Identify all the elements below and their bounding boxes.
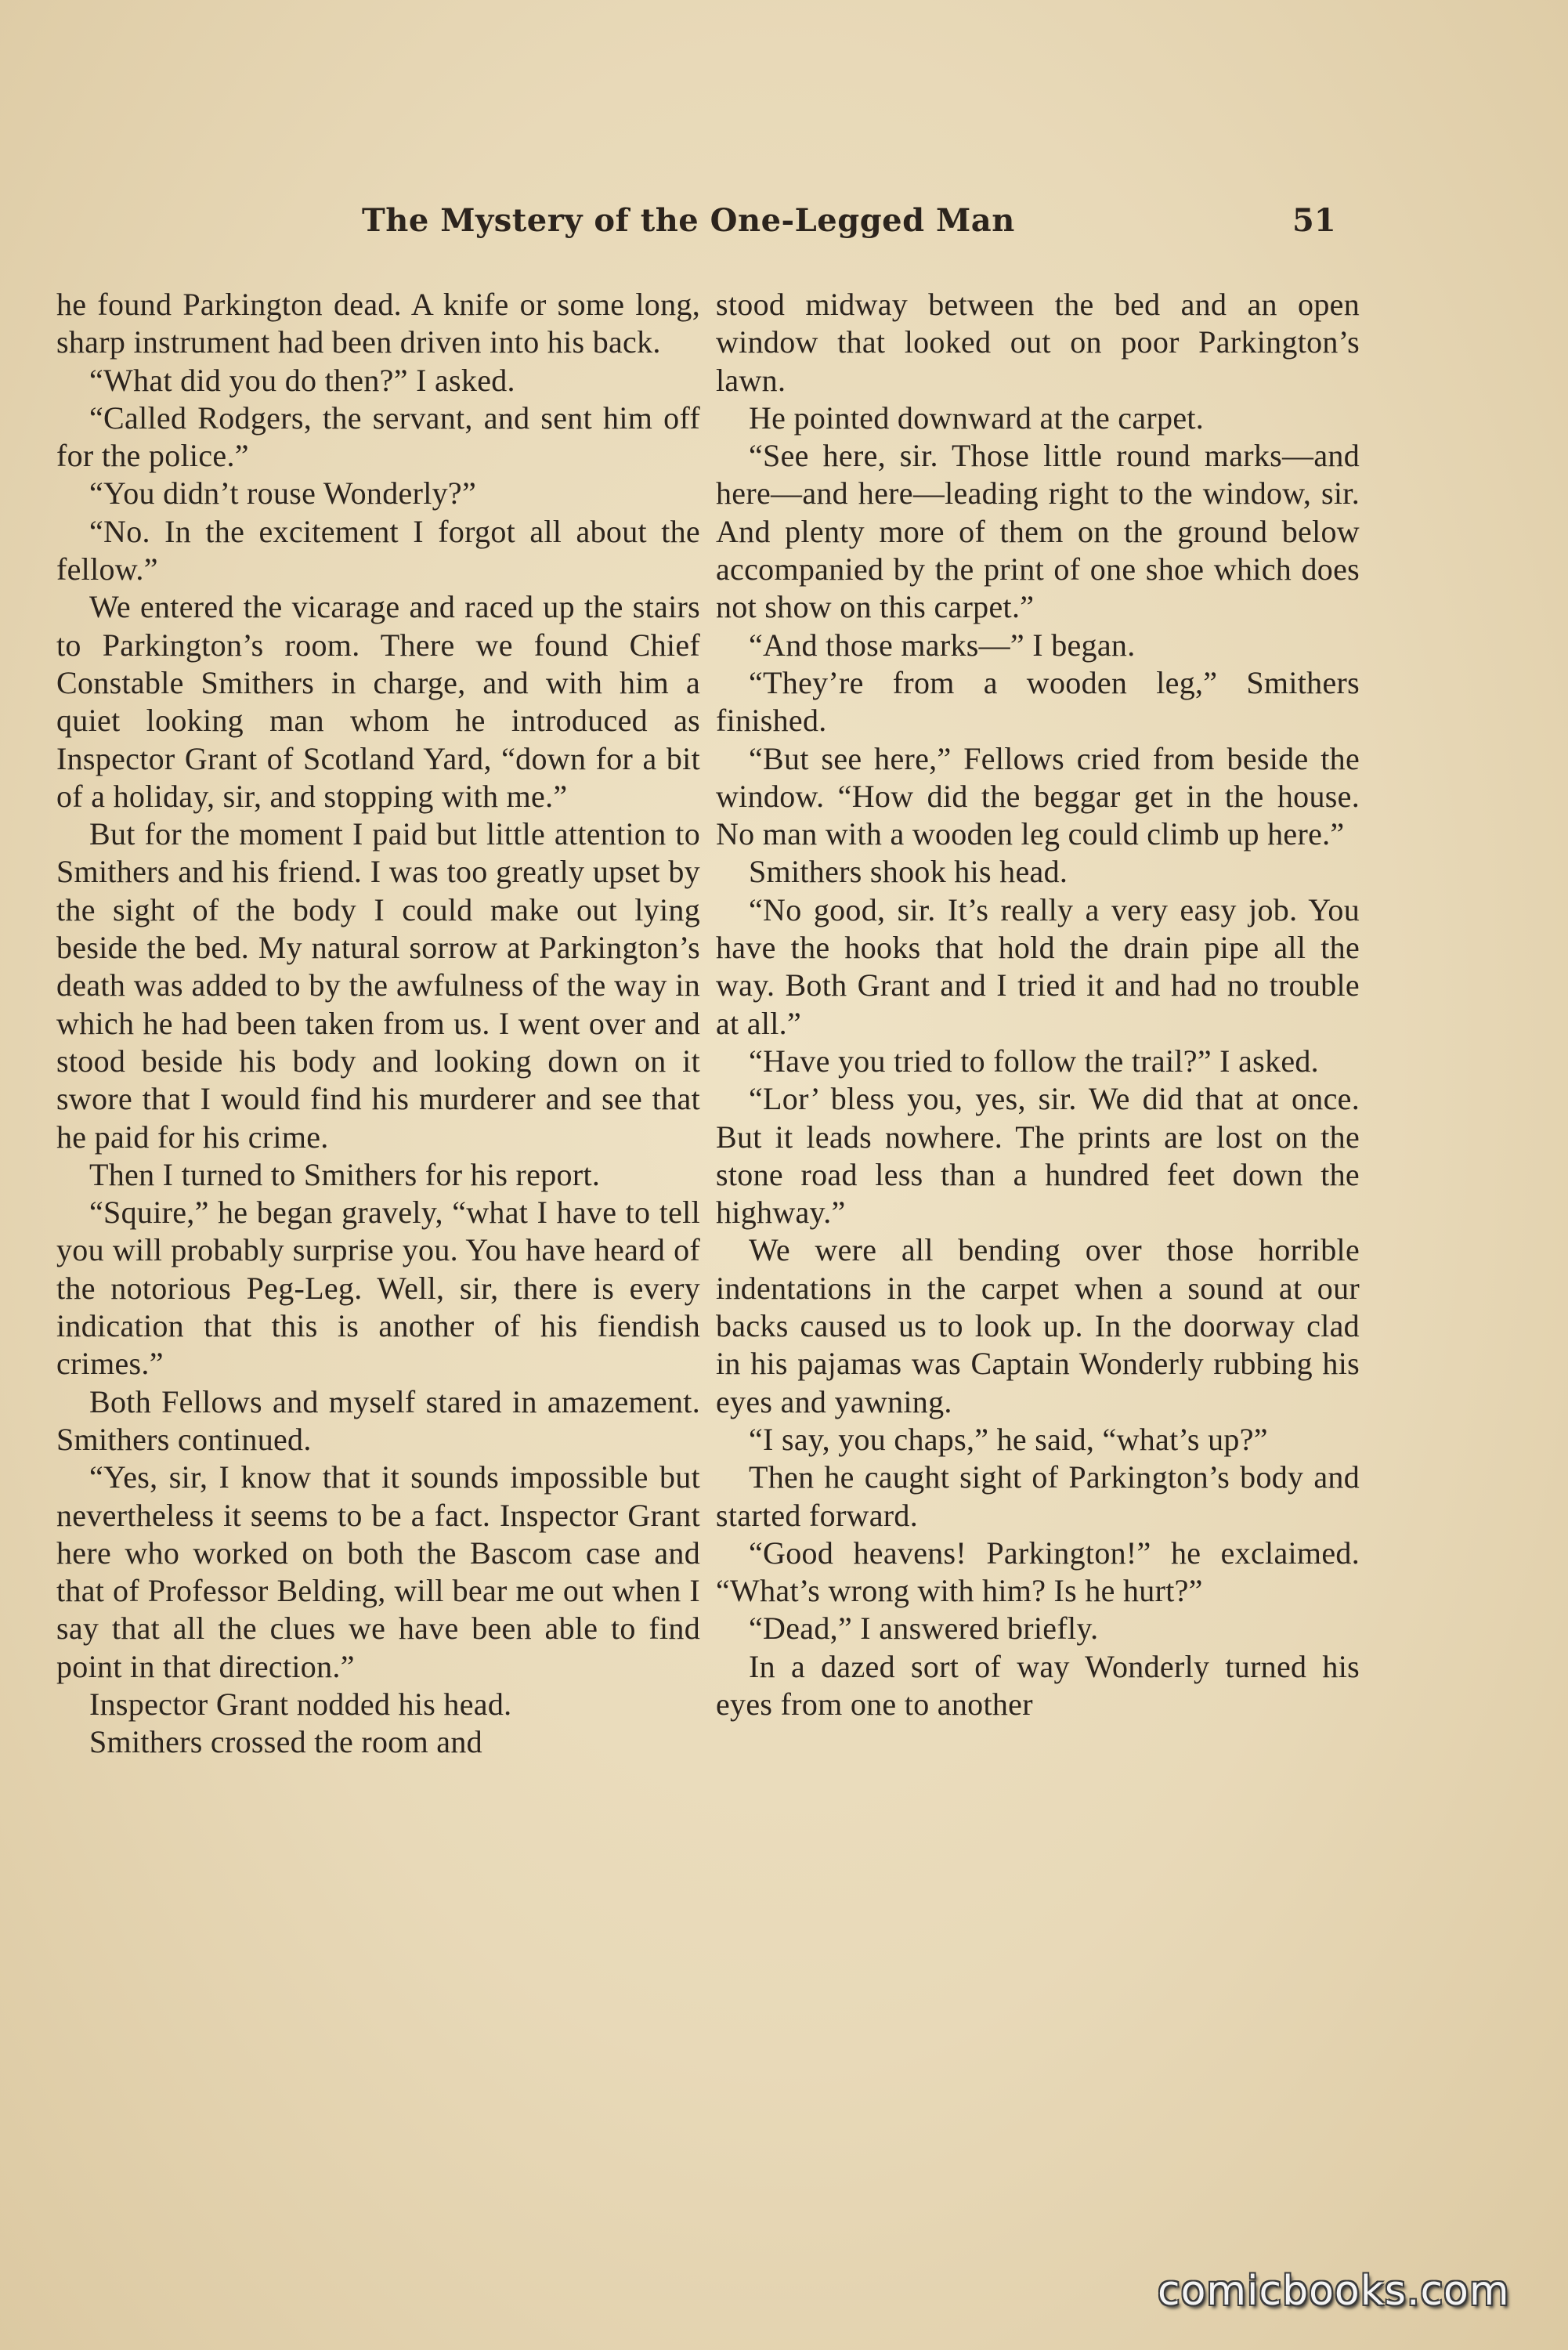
paragraph: In a dazed sort of way Wonderly turned his eyes from one to another xyxy=(716,1648,1360,1722)
paragraph: Smithers crossed the room and xyxy=(89,1724,482,1760)
paragraph: Both Fellows and myself stared in amazement. Smithers continued. xyxy=(56,1383,700,1457)
running-head xyxy=(0,202,1568,257)
paragraph: he found Parkington dead. A knife or some long, sharp instrument had been driven into his back. xyxy=(56,287,700,360)
paragraph: Then he caught sight of Parkington’s body and started forward. xyxy=(716,1459,1360,1533)
paragraph: “But see here,” Fellows cried from beside the window. “How did the beggar get in the house. No man with a wooden leg could climb up here.” xyxy=(716,740,1360,852)
running-title: The Mystery of the One-Legged Man xyxy=(362,202,1015,239)
paragraph: “No. In the excitement I forgot all about the fellow.” xyxy=(56,513,700,588)
paragraph: “No good, sir. It’s really a very easy job. You have the hooks that hold the drain pipe all the way. Both Grant and I tried it and had no trouble at all.” xyxy=(716,891,1360,1041)
paragraph: “Squire,” he began gravely, “what I have to tell you will probably surprise you. You have heard of the notorious Peg-Leg. Well, sir, there is every indication that this is another of his fiendish crimes.” xyxy=(56,1195,700,1382)
paragraph: “See here, sir. Those little round marks—and here—and here—leading right to the window, sir. And plenty more of them on the ground below accompanied by the print of one shoe which does not show on this carpet.” xyxy=(716,438,1360,625)
paragraph: “They’re from a wooden leg,” Smithers finished. xyxy=(716,664,1360,739)
paragraph: “Good heavens! Parkington!” he exclaimed. “What’s wrong with him? Is he hurt?” xyxy=(716,1535,1360,1609)
paragraph: “Have you tried to follow the trail?” I asked. xyxy=(749,1043,1319,1079)
paragraph: Inspector Grant nodded his head. xyxy=(89,1686,512,1722)
watermark-logo: comicbooks.com xyxy=(1158,2268,1510,2315)
right-text-column xyxy=(716,286,1360,1723)
paragraph: Then I turned to Smithers for his report. xyxy=(89,1156,601,1192)
paragraph: We were all bending over those horrible indentations in the carpet when a sound at our backs caused us to look up. In the doorway clad in his pajamas was Captain Wonderly rubbing his eyes and yawning. xyxy=(716,1232,1360,1419)
left-text-column xyxy=(56,286,700,1762)
paragraph: “Lor’ bless you, yes, sir. We did that at once. But it leads nowhere. The prints are lost on the stone road less than a hundred feet down the highway.” xyxy=(716,1081,1360,1231)
paragraph: “You didn’t rouse Wonderly?” xyxy=(89,475,477,512)
paragraph: Smithers shook his head. xyxy=(749,854,1068,890)
paragraph: He pointed downward at the carpet. xyxy=(749,400,1205,436)
paragraph: “Called Rodgers, the servant, and sent him off for the police.” xyxy=(56,400,700,474)
paragraph: “What did you do then?” I asked. xyxy=(89,362,515,398)
paragraph: stood midway between the bed and an open window that looked out on poor Parkington’s lawn. xyxy=(716,287,1360,398)
paragraph: We entered the vicarage and raced up the stairs to Parkington’s room. There we found Chief Constable Smithers in charge, and with him a quiet looking man whom he introduced as Inspector Grant of Scotland Yard, “down for a bit of a holiday, sir, and stopping with me.” xyxy=(56,589,700,814)
paragraph: “Dead,” I answered briefly. xyxy=(749,1611,1099,1647)
page-number: 51 xyxy=(1292,202,1336,239)
paragraph: “And those marks—” I began. xyxy=(749,627,1136,663)
paragraph: “Yes, sir, I know that it sounds impossible but nevertheless it seems to be a fact. Inspector Grant here who worked on both the Bascom case and that of Professor Belding, will bear me out when I say that all the clues we have been able to find point in that direction.” xyxy=(56,1459,700,1684)
paragraph: But for the moment I paid but little attention to Smithers and his friend. I was too greatly upset by the sight of the body I could make out lying beside the bed. My natural sorrow at Parkington’s death was added to by the awfulness of the way in which he had been taken from us. I went over and stood beside his body and looking down on it swore that I would find his murderer and see that he paid for his crime. xyxy=(56,816,700,1155)
paragraph: “I say, you chaps,” he said, “what’s up?” xyxy=(749,1421,1268,1457)
